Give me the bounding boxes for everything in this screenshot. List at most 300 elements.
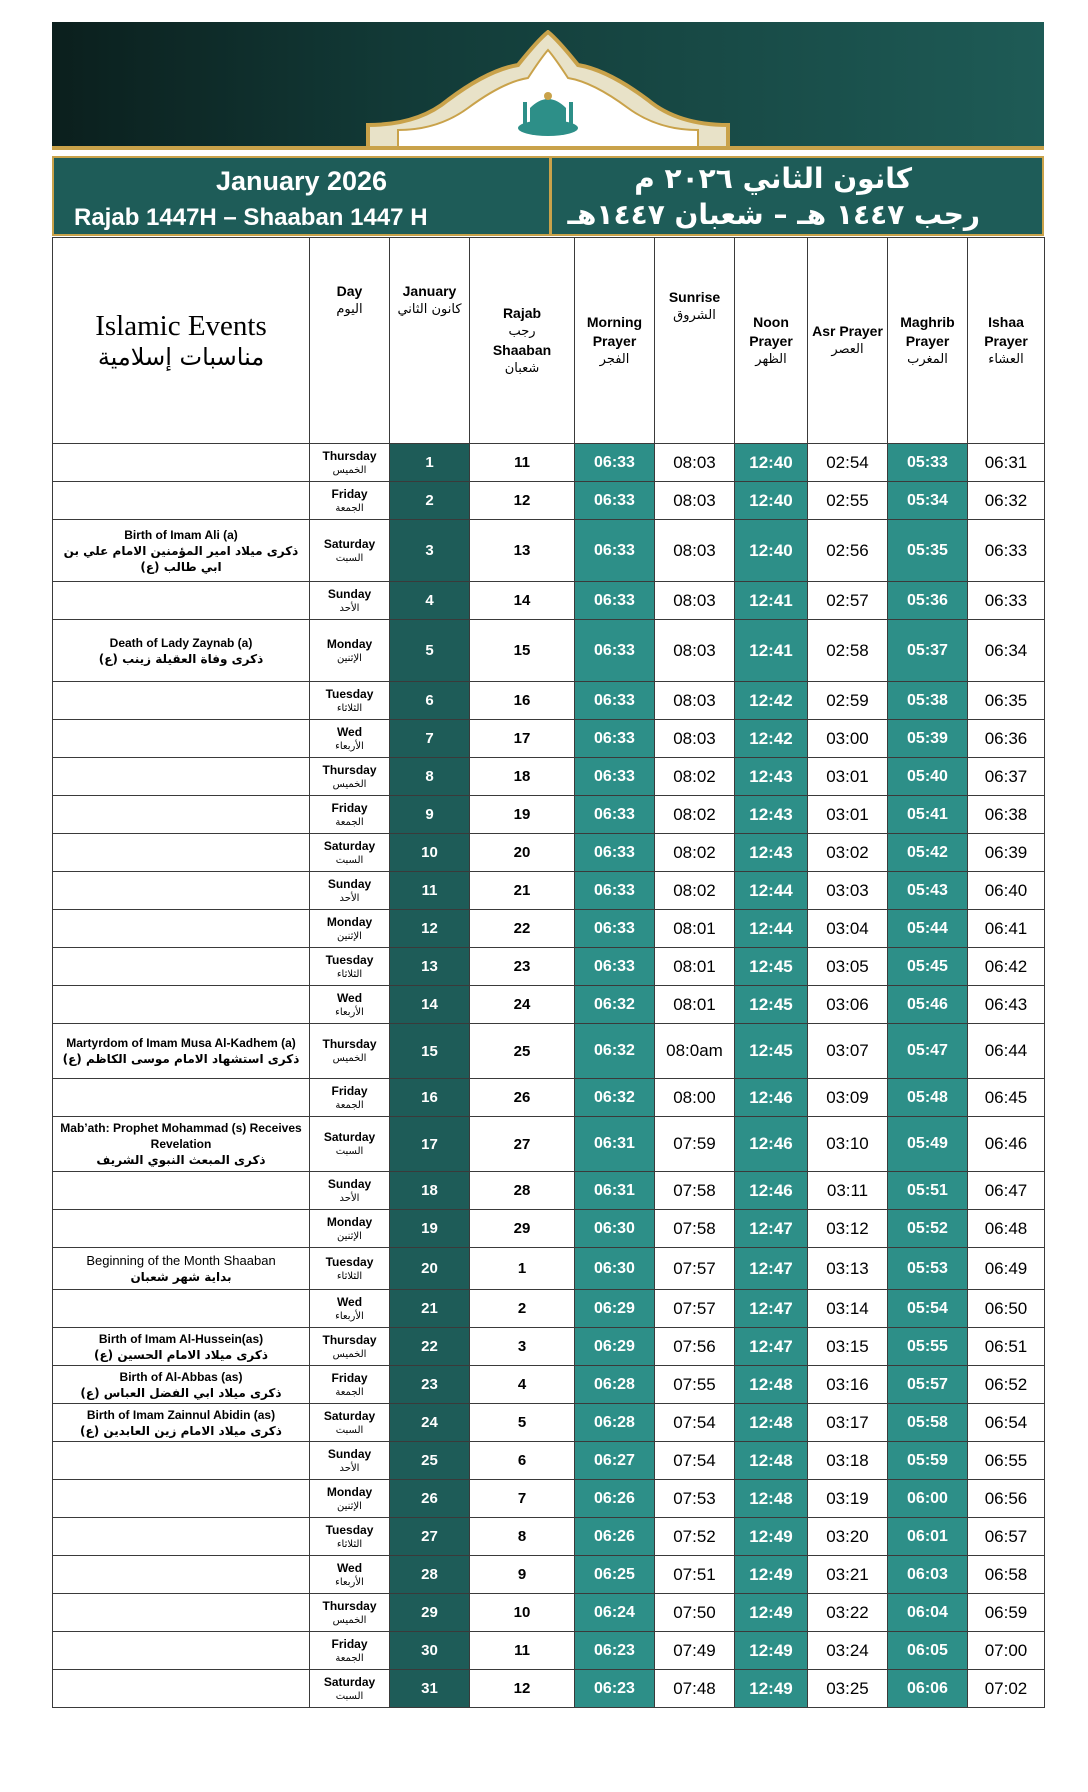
isha-time: 06:33 [968, 520, 1045, 582]
january-date: 20 [390, 1248, 470, 1290]
day-en: Saturday [323, 838, 376, 853]
day-ar: الخميس [332, 1614, 367, 1626]
asr-time: 03:00 [808, 720, 888, 758]
hijri-date: 14 [470, 582, 575, 620]
month-title-en: January 2026 [215, 166, 388, 196]
day-ar: السبت [335, 552, 364, 564]
day-cell [310, 758, 390, 796]
fajr-time: 06:31 [575, 1172, 655, 1210]
dhuhr-time: 12:42 [735, 720, 808, 758]
asr-time: 03:12 [808, 1210, 888, 1248]
table-row [53, 948, 1045, 986]
day-en: Thursday [322, 1037, 377, 1051]
fajr-time: 06:32 [575, 1079, 655, 1117]
day-cell [310, 1290, 390, 1328]
day-cell [310, 482, 390, 520]
asr-time: 02:56 [808, 520, 888, 582]
day-en: Tuesday [325, 1522, 374, 1537]
day-ar: السبت [335, 1690, 364, 1702]
day-en: Sunday [327, 1176, 372, 1191]
table-row [53, 482, 1045, 520]
isha-time: 06:55 [968, 1442, 1045, 1480]
asr-time: 03:20 [808, 1518, 888, 1556]
asr-time: 02:59 [808, 682, 888, 720]
sunrise-time: 07:53 [655, 1480, 735, 1518]
day-cell [310, 1117, 390, 1172]
maghrib-time: 06:04 [888, 1594, 968, 1632]
table-row [53, 682, 1045, 720]
col-header-day: Day اليوم [310, 238, 390, 444]
day-ar: الأحد [339, 1462, 360, 1474]
maghrib-time: 05:39 [888, 720, 968, 758]
col-header-fajr: Morning Prayer الفجر [575, 238, 655, 444]
hijri-date: 11 [470, 1632, 575, 1670]
asr-time: 03:10 [808, 1117, 888, 1172]
dhuhr-time: 12:40 [735, 482, 808, 520]
asr-time: 03:25 [808, 1670, 888, 1708]
january-date: 3 [390, 520, 470, 582]
fajr-time: 06:23 [575, 1670, 655, 1708]
sunrise-time: 08:01 [655, 910, 735, 948]
event-cell [53, 1024, 310, 1079]
day-ar: الإثنين [337, 1230, 362, 1242]
fajr-time: 06:33 [575, 520, 655, 582]
fajr-time: 06:26 [575, 1480, 655, 1518]
day-ar: الجمعة [335, 1386, 364, 1398]
day-ar: السبت [335, 1146, 364, 1157]
sunrise-time: 07:54 [655, 1442, 735, 1480]
table-row [53, 520, 1045, 582]
table-row [53, 1328, 1045, 1366]
fajr-time: 06:28 [575, 1366, 655, 1404]
event-cell [53, 948, 310, 986]
table-row [53, 986, 1045, 1024]
fajr-time: 06:23 [575, 1632, 655, 1670]
asr-time: 03:21 [808, 1556, 888, 1594]
sunrise-time: 08:02 [655, 834, 735, 872]
day-cell [310, 1172, 390, 1210]
table-row [53, 620, 1045, 682]
fajr-time: 06:33 [575, 720, 655, 758]
day-en: Friday [331, 1083, 368, 1098]
day-en: Thursday [322, 448, 377, 463]
event-cell [53, 1290, 310, 1328]
sunrise-time: 08:03 [655, 582, 735, 620]
event-ar: ذكرى استشهاد الامام موسى الكاظم (ع) [62, 1052, 300, 1066]
event-ar: ذكرى ميلاد الامام زين العابدين (ع) [80, 1423, 282, 1438]
isha-time: 06:56 [968, 1480, 1045, 1518]
january-date: 9 [390, 796, 470, 834]
maghrib-time: 05:36 [888, 582, 968, 620]
asr-time: 03:01 [808, 796, 888, 834]
january-date: 13 [390, 948, 470, 986]
col-header-events: Islamic Events مناسبات إسلامية [53, 238, 310, 444]
asr-time: 03:13 [808, 1248, 888, 1290]
dhuhr-time: 12:43 [735, 796, 808, 834]
table-row [53, 1366, 1045, 1404]
sunrise-time: 07:51 [655, 1556, 735, 1594]
day-ar: السبت [335, 1424, 364, 1436]
day-cell [310, 1556, 390, 1594]
isha-time: 06:47 [968, 1172, 1045, 1210]
asr-time: 02:58 [808, 620, 888, 682]
event-cell [53, 1079, 310, 1117]
day-en: Monday [326, 1484, 373, 1499]
dhuhr-time: 12:48 [735, 1404, 808, 1442]
dhuhr-time: 12:47 [735, 1248, 808, 1290]
day-cell [310, 444, 390, 482]
january-date: 18 [390, 1172, 470, 1210]
isha-time: 06:50 [968, 1290, 1045, 1328]
day-cell [310, 1024, 390, 1079]
asr-time: 03:07 [808, 1024, 888, 1079]
fajr-time: 06:30 [575, 1210, 655, 1248]
dhuhr-time: 12:41 [735, 582, 808, 620]
sunrise-time: 08:0am [655, 1024, 735, 1079]
maghrib-time: 05:51 [888, 1172, 968, 1210]
maghrib-time: 05:41 [888, 796, 968, 834]
title-english [54, 158, 552, 234]
sunrise-time: 08:03 [655, 720, 735, 758]
fajr-time: 06:33 [575, 582, 655, 620]
title-arabic [552, 158, 1042, 234]
asr-time: 03:15 [808, 1328, 888, 1366]
january-date: 8 [390, 758, 470, 796]
event-cell [53, 682, 310, 720]
col-header-isha: Ishaa Prayer العشاء [968, 238, 1045, 444]
dhuhr-time: 12:42 [735, 682, 808, 720]
asr-time: 03:05 [808, 948, 888, 986]
sunrise-time: 07:50 [655, 1594, 735, 1632]
day-cell [310, 986, 390, 1024]
day-cell [310, 872, 390, 910]
table-row [53, 796, 1045, 834]
table-row [53, 1290, 1045, 1328]
asr-time: 03:16 [808, 1366, 888, 1404]
day-en: Saturday [323, 1130, 376, 1144]
day-en: Thursday [322, 762, 377, 777]
day-en: Friday [331, 486, 368, 501]
january-date: 27 [390, 1518, 470, 1556]
day-ar: الأربعاء [335, 1310, 364, 1322]
fajr-time: 06:27 [575, 1442, 655, 1480]
day-en: Sunday [327, 586, 372, 601]
event-en: Mab’ath: Prophet Mohammad (s) Receives Revelation [60, 1121, 302, 1151]
event-cell [53, 1670, 310, 1708]
table-row [53, 758, 1045, 796]
fajr-time: 06:32 [575, 986, 655, 1024]
dhuhr-time: 12:43 [735, 834, 808, 872]
day-cell [310, 1518, 390, 1556]
table-header-row [53, 238, 1045, 444]
table-row [53, 1248, 1045, 1290]
day-ar: الثلاثاء [336, 1270, 363, 1282]
event-ar: ذكرى ميلاد ابي الفضل العباس (ع) [80, 1385, 282, 1400]
january-date: 28 [390, 1556, 470, 1594]
event-cell [53, 872, 310, 910]
asr-time: 02:57 [808, 582, 888, 620]
maghrib-time: 05:52 [888, 1210, 968, 1248]
isha-time: 06:42 [968, 948, 1045, 986]
day-en: Friday [331, 1636, 368, 1651]
day-cell [310, 682, 390, 720]
sunrise-time: 08:01 [655, 986, 735, 1024]
maghrib-time: 05:58 [888, 1404, 968, 1442]
dhuhr-time: 12:40 [735, 444, 808, 482]
day-cell [310, 1442, 390, 1480]
table-row [53, 1670, 1045, 1708]
hijri-date: 16 [470, 682, 575, 720]
banner-gold-line [52, 146, 1044, 150]
day-en: Sunday [327, 876, 372, 891]
table-row [53, 1518, 1045, 1556]
day-ar: الثلاثاء [336, 702, 363, 714]
day-ar: الخميس [332, 778, 367, 790]
january-date: 30 [390, 1632, 470, 1670]
hijri-date: 29 [470, 1210, 575, 1248]
hijri-date: 24 [470, 986, 575, 1024]
day-cell [310, 1480, 390, 1518]
day-ar: الأربعاء [335, 1576, 364, 1588]
dhuhr-time: 12:47 [735, 1290, 808, 1328]
maghrib-time: 05:47 [888, 1024, 968, 1079]
january-date: 17 [390, 1117, 470, 1172]
january-date: 26 [390, 1480, 470, 1518]
dhuhr-time: 12:46 [735, 1117, 808, 1172]
day-en: Monday [326, 914, 373, 929]
january-date: 31 [390, 1670, 470, 1708]
day-en: Friday [331, 800, 368, 815]
sunrise-time: 08:03 [655, 682, 735, 720]
day-ar: الإثنين [337, 1500, 362, 1512]
event-en: Birth of Imam Ali (a) [124, 527, 238, 542]
maghrib-time: 05:42 [888, 834, 968, 872]
hijri-date: 6 [470, 1442, 575, 1480]
asr-time: 03:04 [808, 910, 888, 948]
day-cell [310, 1210, 390, 1248]
asr-time: 03:02 [808, 834, 888, 872]
asr-time: 03:09 [808, 1079, 888, 1117]
asr-time: 03:01 [808, 758, 888, 796]
isha-time: 06:35 [968, 682, 1045, 720]
dhuhr-time: 12:48 [735, 1480, 808, 1518]
col-header-maghrib: Maghrib Prayer المغرب [888, 238, 968, 444]
dhuhr-time: 12:47 [735, 1210, 808, 1248]
event-cell [53, 1328, 310, 1366]
event-cell [53, 1172, 310, 1210]
january-date: 4 [390, 582, 470, 620]
event-cell [53, 520, 310, 582]
sunrise-time: 07:57 [655, 1290, 735, 1328]
table-row [53, 1556, 1045, 1594]
hijri-date: 21 [470, 872, 575, 910]
sunrise-time: 07:55 [655, 1366, 735, 1404]
day-en: Saturday [323, 536, 376, 551]
isha-time: 06:38 [968, 796, 1045, 834]
table-row [53, 1442, 1045, 1480]
event-cell [53, 444, 310, 482]
sunrise-time: 07:52 [655, 1518, 735, 1556]
day-ar: الخميس [332, 1053, 367, 1064]
event-cell [53, 1480, 310, 1518]
isha-time: 06:33 [968, 582, 1045, 620]
day-cell [310, 1366, 390, 1404]
event-cell [53, 1210, 310, 1248]
day-en: Saturday [323, 1674, 376, 1689]
event-cell [53, 834, 310, 872]
hijri-date: 8 [470, 1518, 575, 1556]
dhuhr-time: 12:43 [735, 758, 808, 796]
table-row [53, 834, 1045, 872]
hijri-date: 2 [470, 1290, 575, 1328]
fajr-time: 06:25 [575, 1556, 655, 1594]
asr-time: 03:06 [808, 986, 888, 1024]
asr-time: 03:17 [808, 1404, 888, 1442]
event-cell [53, 1117, 310, 1172]
table-row [53, 1079, 1045, 1117]
day-cell [310, 1594, 390, 1632]
day-ar: الجمعة [335, 502, 364, 514]
table-row [53, 872, 1045, 910]
event-cell [53, 1632, 310, 1670]
fajr-time: 06:24 [575, 1594, 655, 1632]
day-ar: الأربعاء [335, 1006, 364, 1018]
table-row [53, 1480, 1045, 1518]
event-cell [53, 1442, 310, 1480]
maghrib-time: 05:46 [888, 986, 968, 1024]
title-bar [52, 156, 1044, 236]
event-en: Death of Lady Zaynab (a) [109, 635, 253, 650]
sunrise-time: 08:03 [655, 444, 735, 482]
maghrib-time: 06:00 [888, 1480, 968, 1518]
hijri-date: 25 [470, 1024, 575, 1079]
table-row [53, 1172, 1045, 1210]
day-cell [310, 1248, 390, 1290]
day-en: Monday [326, 1214, 373, 1229]
day-en: Wed [336, 1560, 363, 1575]
event-cell [53, 720, 310, 758]
isha-time: 07:00 [968, 1632, 1045, 1670]
maghrib-time: 05:43 [888, 872, 968, 910]
month-title-ar: كانون الثاني ٢٠٢٦ م [634, 162, 912, 195]
sunrise-time: 08:03 [655, 520, 735, 582]
hijri-date: 22 [470, 910, 575, 948]
fajr-time: 06:33 [575, 620, 655, 682]
maghrib-time: 05:44 [888, 910, 968, 948]
dhuhr-time: 12:49 [735, 1556, 808, 1594]
fajr-time: 06:28 [575, 1404, 655, 1442]
hijri-date: 12 [470, 1670, 575, 1708]
sunrise-time: 08:02 [655, 758, 735, 796]
dhuhr-time: 12:49 [735, 1670, 808, 1708]
event-ar: ذكرى المبعث النبوي الشريف [96, 1153, 266, 1167]
day-ar: الثلاثاء [336, 968, 363, 980]
fajr-time: 06:29 [575, 1290, 655, 1328]
dhuhr-time: 12:45 [735, 1024, 808, 1079]
table-row [53, 1024, 1045, 1079]
col-header-sunrise: Sunrise الشروق [655, 238, 735, 444]
isha-time: 06:40 [968, 872, 1045, 910]
asr-time: 02:55 [808, 482, 888, 520]
isha-time: 06:43 [968, 986, 1045, 1024]
event-ar: ذكرى ميلاد الامام الحسين (ع) [93, 1347, 269, 1362]
maghrib-time: 05:54 [888, 1290, 968, 1328]
sunrise-time: 07:58 [655, 1210, 735, 1248]
january-date: 16 [390, 1079, 470, 1117]
isha-time: 06:59 [968, 1594, 1045, 1632]
day-cell [310, 1079, 390, 1117]
event-cell [53, 1518, 310, 1556]
maghrib-time: 05:57 [888, 1366, 968, 1404]
day-cell [310, 796, 390, 834]
table-row [53, 1117, 1045, 1172]
january-date: 7 [390, 720, 470, 758]
day-ar: الأربعاء [335, 740, 364, 752]
day-en: Sunday [327, 1446, 372, 1461]
isha-time: 06:52 [968, 1366, 1045, 1404]
fajr-time: 06:33 [575, 872, 655, 910]
table-body [53, 444, 1045, 1708]
day-cell [310, 720, 390, 758]
isha-time: 06:36 [968, 720, 1045, 758]
day-en: Monday [326, 636, 373, 651]
maghrib-time: 05:37 [888, 620, 968, 682]
sunrise-time: 08:01 [655, 948, 735, 986]
dhuhr-time: 12:45 [735, 986, 808, 1024]
table-row [53, 1404, 1045, 1442]
january-date: 14 [390, 986, 470, 1024]
january-date: 19 [390, 1210, 470, 1248]
prayer-times-table [52, 237, 1045, 1708]
hijri-date: 15 [470, 620, 575, 682]
january-date: 22 [390, 1328, 470, 1366]
day-en: Saturday [323, 1408, 376, 1423]
day-cell [310, 834, 390, 872]
sunrise-time: 07:56 [655, 1328, 735, 1366]
sunrise-time: 08:03 [655, 620, 735, 682]
day-cell [310, 520, 390, 582]
event-cell [53, 758, 310, 796]
hijri-subtitle-en: Rajab 1447H – Shaaban 1447 H [74, 204, 428, 231]
isha-time: 06:39 [968, 834, 1045, 872]
day-cell [310, 582, 390, 620]
day-ar: الإثنين [337, 930, 362, 942]
day-cell [310, 620, 390, 682]
hijri-date: 5 [470, 1404, 575, 1442]
hijri-date: 23 [470, 948, 575, 986]
day-en: Tuesday [325, 1254, 374, 1269]
fajr-time: 06:33 [575, 796, 655, 834]
hijri-date: 10 [470, 1594, 575, 1632]
asr-time: 03:11 [808, 1172, 888, 1210]
hijri-date: 20 [470, 834, 575, 872]
day-ar: الأحد [339, 602, 360, 614]
sunrise-time: 07:59 [655, 1117, 735, 1172]
day-ar: الثلاثاء [336, 1538, 363, 1550]
sunrise-time: 08:00 [655, 1079, 735, 1117]
isha-time: 06:41 [968, 910, 1045, 948]
dhuhr-time: 12:48 [735, 1442, 808, 1480]
hijri-date: 7 [470, 1480, 575, 1518]
maghrib-time: 05:59 [888, 1442, 968, 1480]
sunrise-time: 07:49 [655, 1632, 735, 1670]
day-cell [310, 1328, 390, 1366]
event-en: Martyrdom of Imam Musa Al-Kadhem (a) [66, 1036, 296, 1050]
hijri-date: 1 [470, 1248, 575, 1290]
fajr-time: 06:33 [575, 910, 655, 948]
table-row [53, 720, 1045, 758]
hijri-date: 11 [470, 444, 575, 482]
